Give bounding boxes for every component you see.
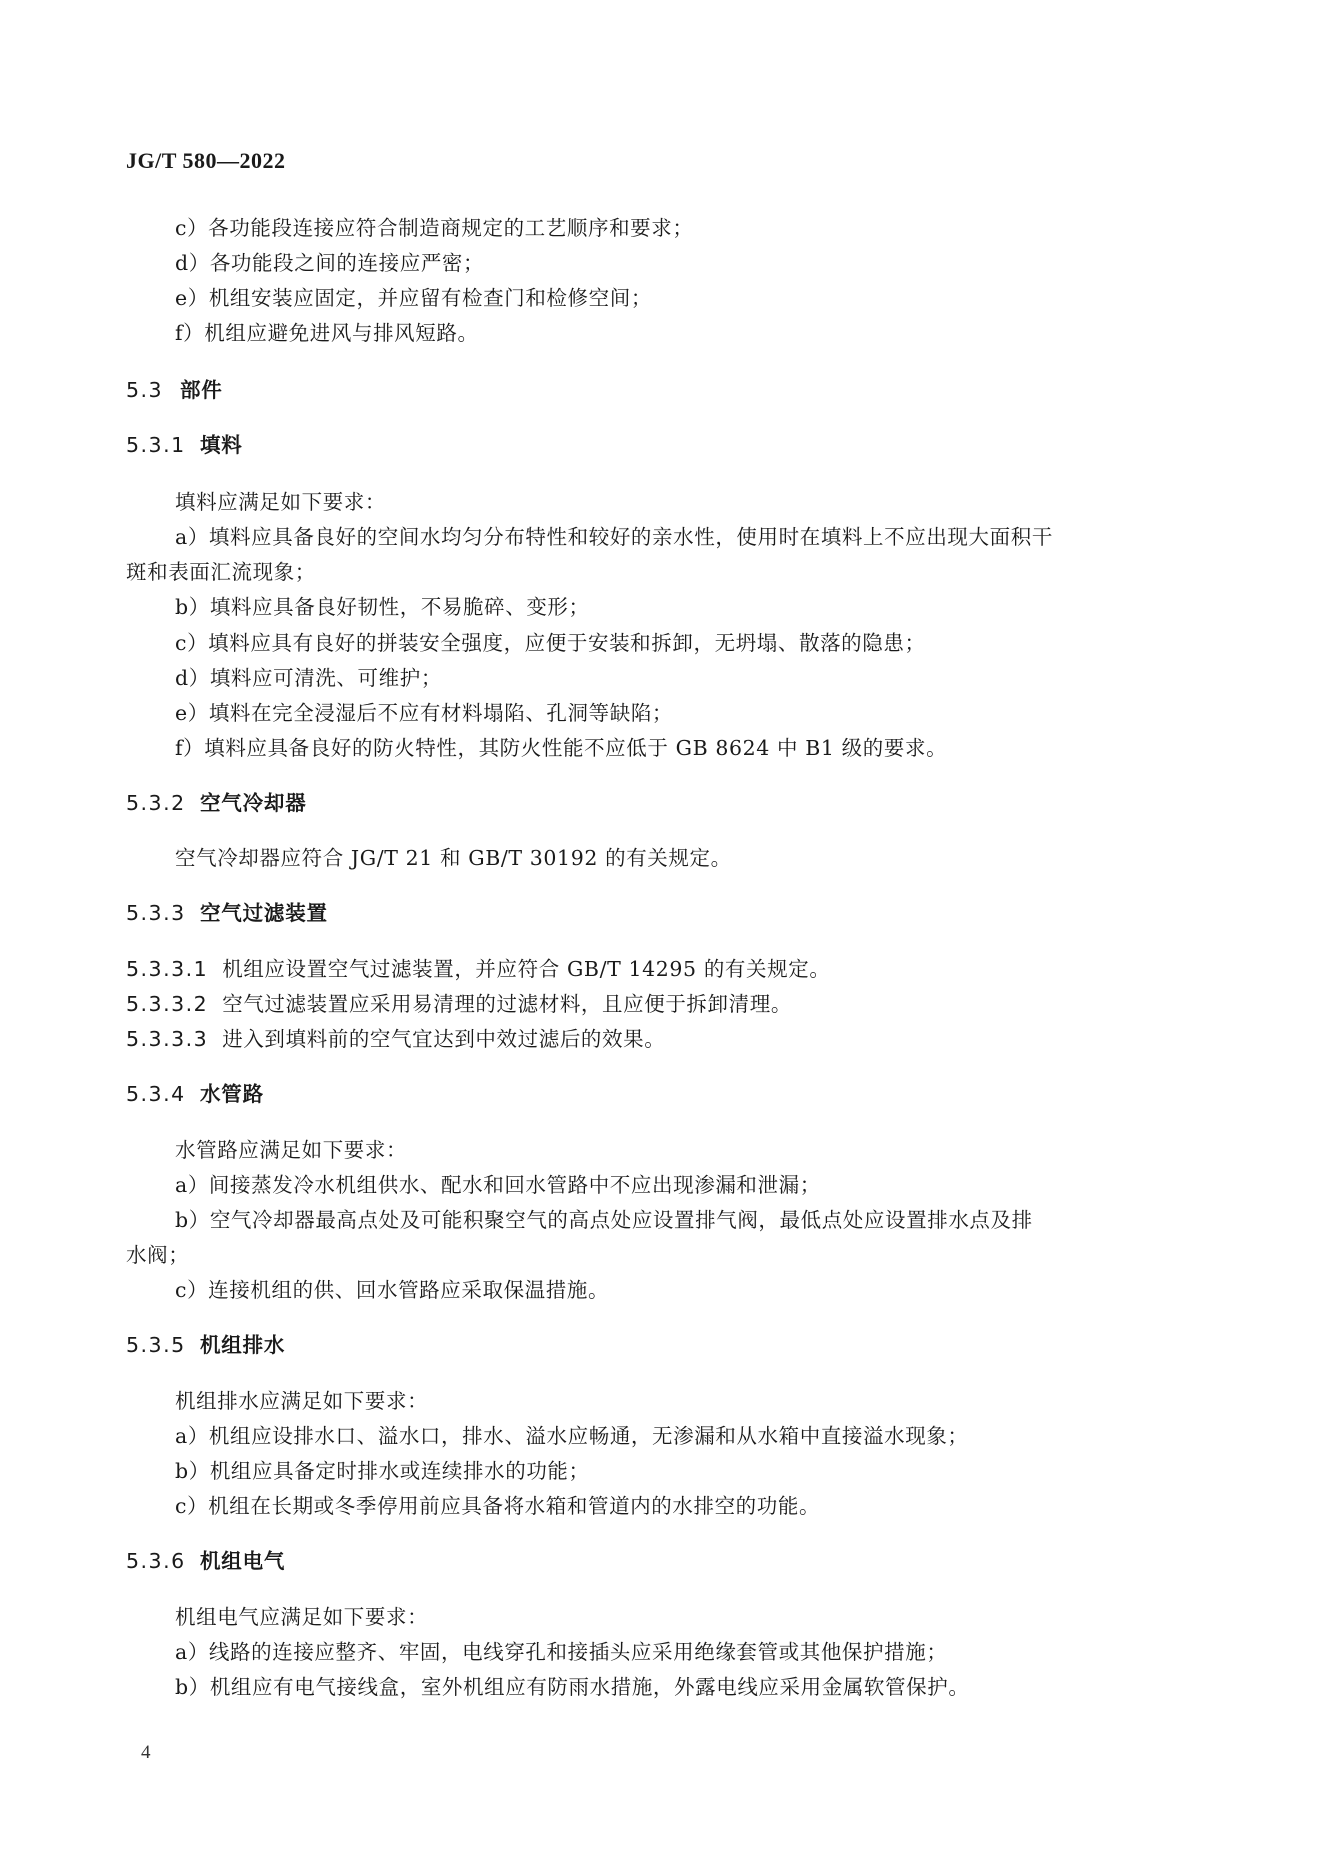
section-heading-5-3-2	[126, 791, 307, 815]
list-item: a）线路的连接应整齐、牢固，电线穿孔和接插头应采用绝缘套管或其他保护措施；	[175, 1640, 948, 1664]
section-number: 5.3.4	[126, 1082, 186, 1106]
list-item: d）填料应可清洗、可维护；	[175, 666, 442, 690]
section-number: 5.3.2	[126, 791, 186, 815]
paragraph: 水管路应满足如下要求：	[175, 1138, 408, 1162]
clause-number: 5.3.3.1	[126, 957, 209, 981]
clause-text: 机组应设置空气过滤装置，并应符合 GB/T 14295 的有关规定。	[222, 957, 831, 981]
section-heading-5-3-6	[126, 1549, 285, 1573]
list-item: c）机组在长期或冬季停用前应具备将水箱和管道内的水排空的功能。	[175, 1494, 821, 1518]
list-item: d）各功能段之间的连接应严密；	[175, 251, 485, 275]
clause-5-3-3-1	[126, 957, 830, 981]
page-number: 4	[141, 1742, 151, 1763]
clause-number: 5.3.3.2	[126, 992, 209, 1016]
list-item: c）各功能段连接应符合制造商规定的工艺顺序和要求；	[175, 216, 694, 240]
section-title: 部件	[180, 378, 223, 402]
list-item: c）填料应具有良好的拼装安全强度，应便于安装和拆卸，无坍塌、散落的隐患；	[175, 631, 926, 655]
clause-number: 5.3.3.3	[126, 1027, 209, 1051]
paragraph: 空气冷却器应符合 JG/T 21 和 GB/T 30192 的有关规定。	[175, 846, 732, 870]
section-number: 5.3.5	[126, 1333, 186, 1357]
list-item-continuation: 水阀；	[126, 1243, 190, 1267]
clause-5-3-3-2	[126, 992, 792, 1016]
paragraph: 机组电气应满足如下要求：	[175, 1605, 429, 1629]
list-item: b）机组应有电气接线盒，室外机组应有防雨水措施，外露电线应采用金属软管保护。	[175, 1675, 970, 1699]
section-heading-5-3-5	[126, 1333, 285, 1357]
list-item: b）空气冷却器最高点处及可能积聚空气的高点处应设置排气阀，最低点处应设置排水点及排	[175, 1208, 1033, 1232]
list-item: c）连接机组的供、回水管路应采取保温措施。	[175, 1278, 610, 1302]
section-title: 空气冷却器	[200, 791, 307, 815]
section-heading-5-3	[126, 378, 223, 402]
list-item: a）间接蒸发冷水机组供水、配水和回水管路中不应出现渗漏和泄漏；	[175, 1173, 821, 1197]
clause-text: 空气过滤装置应采用易清理的过滤材料，且应便于拆卸清理。	[222, 992, 792, 1016]
section-title: 机组排水	[200, 1333, 286, 1357]
section-number: 5.3.1	[126, 433, 186, 457]
list-item: a）填料应具备良好的空间水均匀分布特性和较好的亲水性，使用时在填料上不应出现大面积干	[175, 525, 1053, 549]
section-heading-5-3-4	[126, 1082, 264, 1106]
list-item: a）机组应设排水口、溢水口，排水、溢水应畅通，无渗漏和从水箱中直接溢水现象；	[175, 1424, 969, 1448]
clause-5-3-3-3	[126, 1027, 665, 1051]
list-item: b）填料应具备良好韧性，不易脆碎、变形；	[175, 595, 590, 619]
list-item: f）填料应具备良好的防火特性，其防火性能不应低于 GB 8624 中 B1 级的要求。	[175, 736, 948, 760]
section-heading-5-3-3	[126, 901, 328, 925]
section-title: 空气过滤装置	[200, 901, 328, 925]
list-item: e）填料在完全浸湿后不应有材料塌陷、孔洞等缺陷；	[175, 701, 674, 725]
section-number: 5.3	[126, 378, 164, 402]
paragraph: 填料应满足如下要求：	[175, 490, 386, 514]
standard-code: JG/T 580—2022	[126, 148, 286, 173]
list-item: f）机组应避免进风与排风短路。	[175, 321, 479, 345]
section-heading-5-3-1	[126, 433, 243, 457]
section-title: 水管路	[200, 1082, 264, 1106]
section-title: 填料	[200, 433, 243, 457]
clause-text: 进入到填料前的空气宜达到中效过滤后的效果。	[222, 1027, 666, 1051]
list-item: b）机组应具备定时排水或连续排水的功能；	[175, 1459, 590, 1483]
paragraph: 机组排水应满足如下要求：	[175, 1389, 429, 1413]
section-number: 5.3.6	[126, 1549, 186, 1573]
section-title: 机组电气	[200, 1549, 286, 1573]
list-item: e）机组安装应固定，并应留有检查门和检修空间；	[175, 286, 652, 310]
section-number: 5.3.3	[126, 901, 186, 925]
list-item-continuation: 斑和表面汇流现象；	[126, 560, 316, 584]
